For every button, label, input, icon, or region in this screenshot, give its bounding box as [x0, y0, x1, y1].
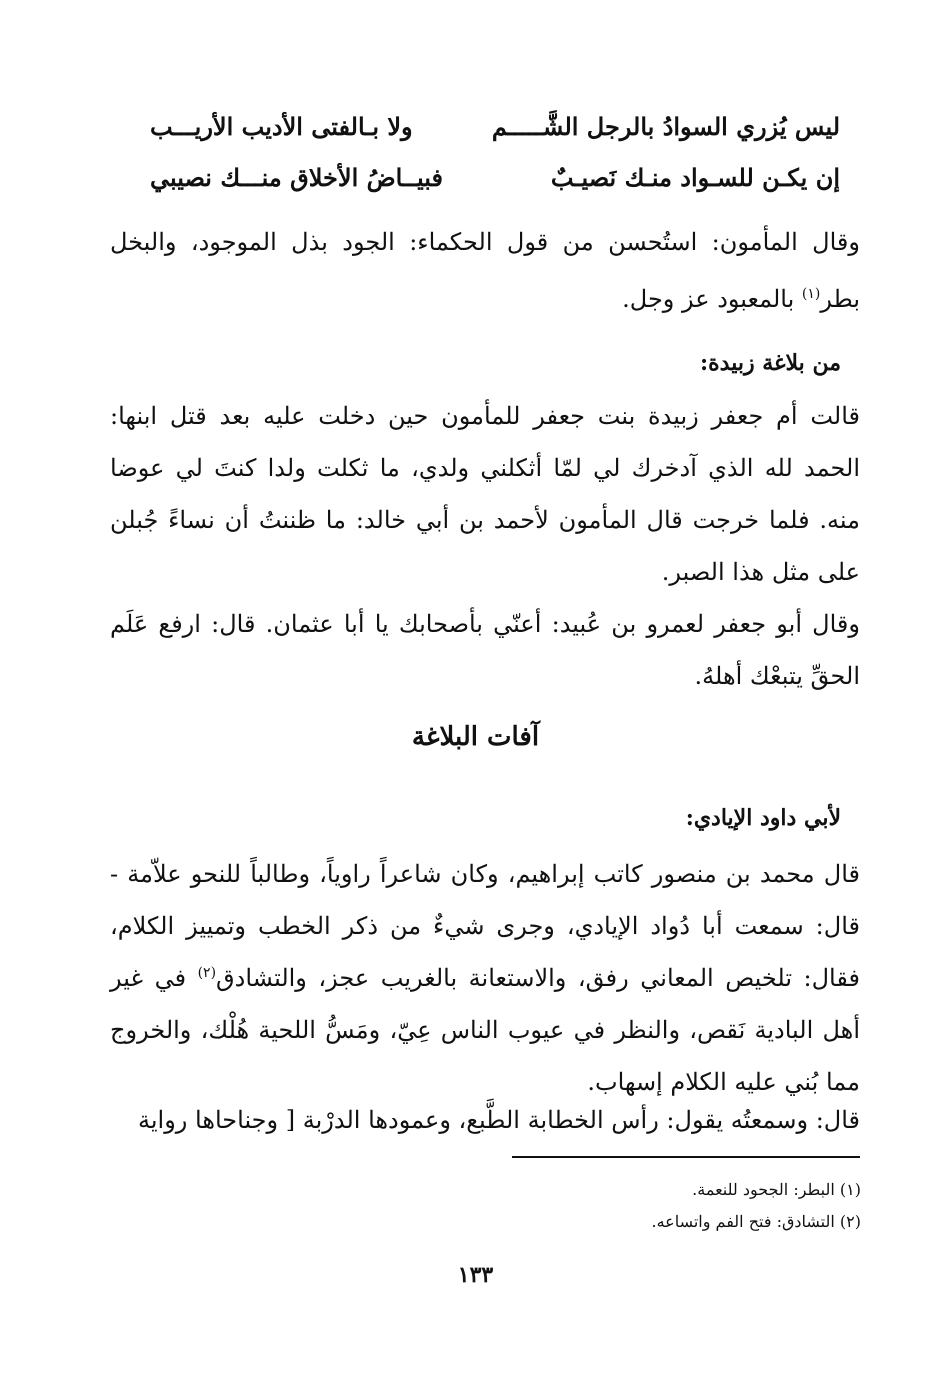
- verse-hemistich: إن يكـن للسـواد منـك نَصيـبٌ: [550, 163, 840, 192]
- footnote-2: (٢) التشادق: فتح الفم واتساعه.: [651, 1212, 861, 1231]
- abu-dawud-paragraph: [110, 848, 860, 1108]
- paragraph-text: بالمعبود عز وجل.: [622, 285, 802, 313]
- verse-hemistich: ليس يُزري السوادُ بالرجل الشَّـــــم: [491, 112, 840, 141]
- closing-paragraph: قال: وسمعتُه يقول: رأس الخطابة الطَّبع، وعمودها الدرْبة [ وجناحاها رواية: [137, 1106, 860, 1134]
- footnote-ref: (٢): [197, 965, 217, 981]
- page-number: ١٣٣: [457, 1262, 494, 1288]
- verse-hemistich: فبيــاضُ الأخلاق منـــك نصيبي: [150, 163, 443, 192]
- verse-line-2: [150, 163, 840, 193]
- zubayda-paragraph: قالت أم جعفر زبيدة بنت جعفر للمأمون حين دخلت عليه بعد قتل ابنها: الحمد لله الذي آدخرك لي لمّا أثكلني ولدي، ما ثكلت ولدا كنتَ لي عوضا منه. فلما خرجت قال المأمون لأحمد بن أبي خالد: ما ظننتُ أن نساءً جُبلن على مثل هذا الصبر.: [110, 402, 860, 586]
- footnote-ref: (١): [801, 286, 821, 302]
- verse-hemistich: ولا بـالفتى الأديب الأريـــب: [150, 112, 413, 141]
- paragraph-text: وقال المأمون: استُحسن من قول الحكماء: الجود بذل الموجود، والبخل بطر: [110, 228, 860, 313]
- subheading-zubayda: من بلاغة زبيدة:: [700, 350, 841, 376]
- paragraph-text: في غير أهل البادية نَقص، والنظر في عيوب الناس عِيّ، ومَسُّ اللحية هُلْك، والخروج مما بُني عليه الكلام إسهاب.: [110, 964, 860, 1096]
- footnote-divider: [512, 1156, 860, 1158]
- mamun-paragraph: [110, 214, 860, 328]
- abu-jafar-paragraph: وقال أبو جعفر لعمرو بن عُبيد: أعنّي بأصحابك يا أبا عثمان. قال: ارفع عَلَم الحقِّ يتبعْك أهلهُ.: [110, 610, 860, 690]
- subheading-abu-dawud: لأبي داود الإيادي:: [685, 805, 841, 831]
- verse-line-1: [150, 112, 840, 142]
- footnote-1: (١) البطر: الجحود للنعمة.: [692, 1180, 861, 1199]
- paragraph-text: قال محمد بن منصور كاتب إبراهيم، وكان شاعراً راوياً، وطالباً للنحو علاّمة - قال: سمعت أبا دُواد الإيادي، وجرى شيءٌ من ذكر الخطب وتمييز الكلام، فقال: تلخيص المعاني رفق، والاستعانة بالغريب عجز، والتشادق: [110, 860, 860, 992]
- section-title: آفات البلاغة: [411, 722, 540, 752]
